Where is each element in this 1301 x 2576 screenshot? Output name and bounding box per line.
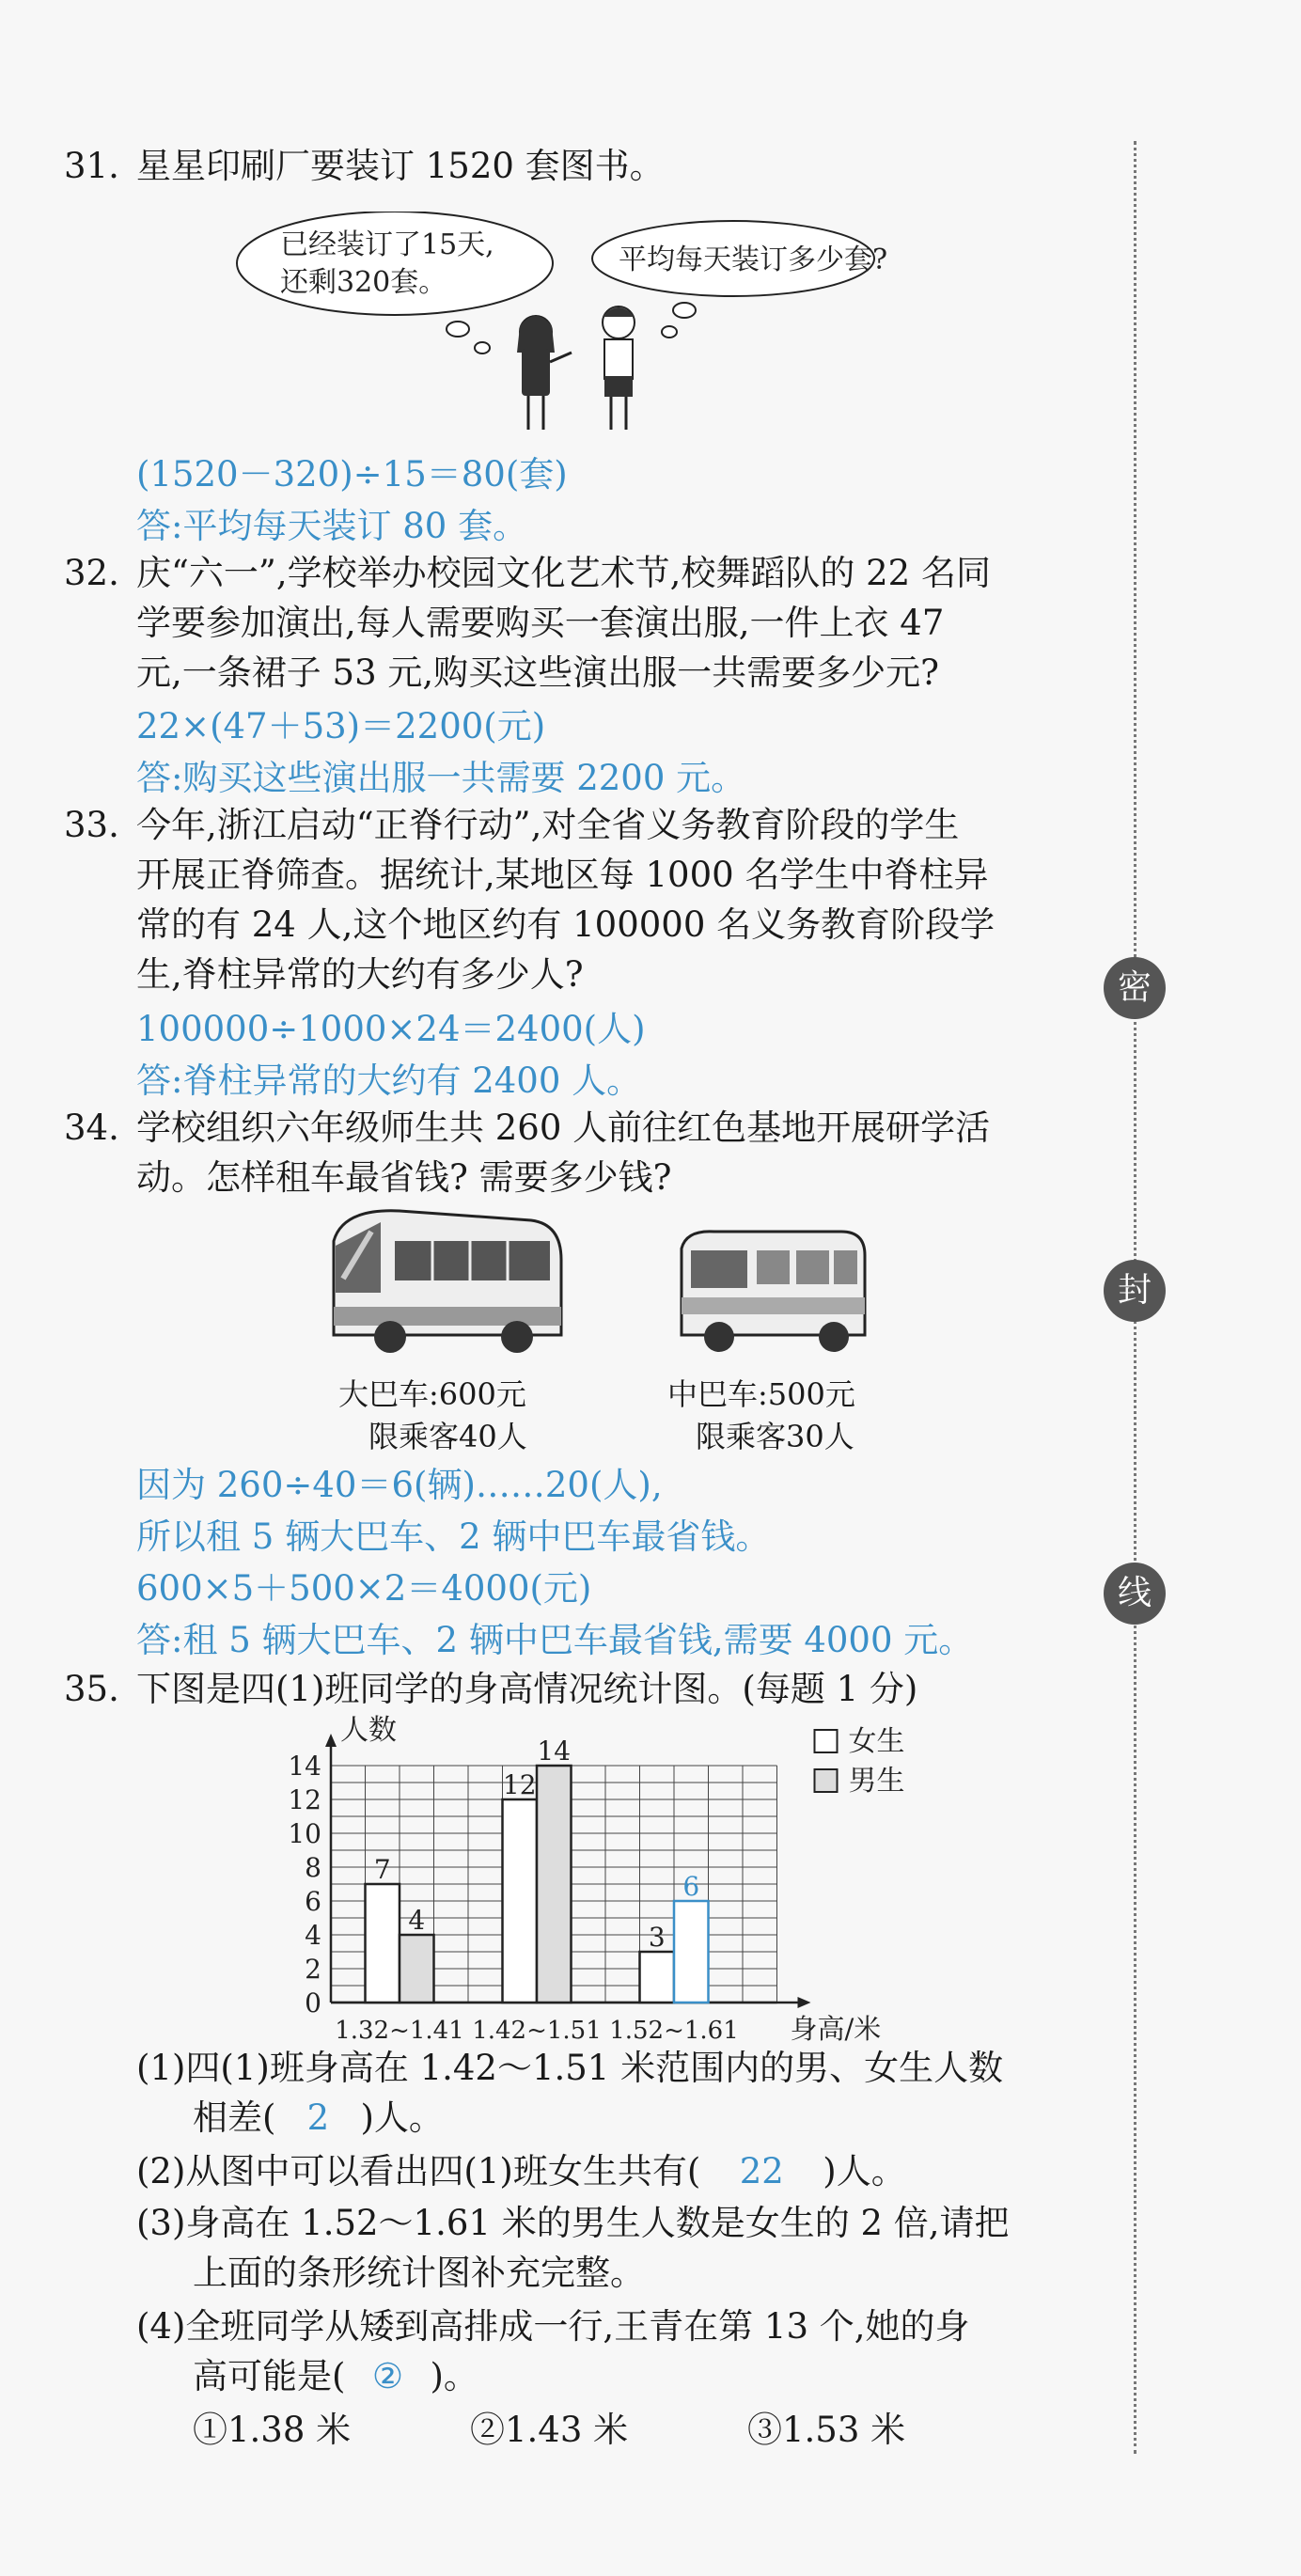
q35-sub2-answer: 22: [739, 2151, 784, 2191]
q35-sub3-line1: (3)身高在 1.52～1.61 米的男生人数是女生的 2 倍,请把: [136, 2203, 1010, 2243]
x-tick-label: 1.52~1.61: [609, 2017, 739, 2045]
q32-answer-equation: 22×(47＋53)＝2200(元): [136, 706, 546, 746]
q31-answer-text: 答:平均每天装订 80 套。: [136, 506, 528, 546]
seal-mark: 线: [1104, 1563, 1166, 1625]
q35-sub1-suffix: )人。: [360, 2097, 444, 2138]
bar-boys: [537, 1766, 572, 2003]
big-bus-capacity: 限乘客40人: [368, 1419, 527, 1454]
bar-boys: [674, 1901, 709, 2003]
bar-value-label: 4: [408, 1905, 426, 1936]
q34-bus-illustration: [315, 1203, 898, 1363]
legend-swatch: [815, 1730, 838, 1752]
q34-answer-line: 600×5＋500×2＝4000(元): [136, 1568, 592, 1609]
seal-mark: 密: [1104, 957, 1166, 1019]
q35-sub4-line2: [193, 2353, 478, 2400]
q34-answer-line: 因为 260÷40＝6(辆)……20(人),: [136, 1465, 663, 1505]
x-axis-arrow: [798, 1997, 811, 2008]
bar-girls: [366, 1884, 400, 2003]
y-tick-label: 14: [288, 1751, 321, 1782]
middle-bus-capacity: 限乘客30人: [696, 1419, 854, 1454]
bubble-right-text: 平均每天装订多少套?: [619, 243, 888, 276]
y-tick-label: 8: [305, 1852, 321, 1883]
x-axis-label: 身高/米: [790, 2013, 882, 2045]
q35-sub2-prefix: (2)从图中可以看出四(1)班女生共有(: [136, 2151, 701, 2191]
y-tick-label: 12: [288, 1784, 321, 1815]
q35-option-1: ①1.38 米: [193, 2410, 352, 2450]
bar-value-label: 6: [682, 1871, 700, 1902]
bubble-left-line1: 已经装订了15天,: [280, 228, 494, 261]
q32-line: 元,一条裙子 53 元,购买这些演出服一共需要多少元?: [136, 652, 939, 693]
q35-sub4-line1: (4)全班同学从矮到高排成一行,王青在第 13 个,她的身: [136, 2306, 970, 2347]
q35-sub4-suffix: )。: [430, 2356, 478, 2396]
y-tick-label: 2: [305, 1954, 321, 1985]
q32-line: 庆“六一”,学校举办校园文化艺术节,校舞蹈队的 22 名同: [136, 553, 991, 593]
q35-option-2: ②1.43 米: [470, 2410, 629, 2450]
q35-sub2-line: [136, 2148, 906, 2195]
bar-girls: [503, 1799, 538, 2003]
middle-bus-icon: [682, 1232, 865, 1352]
legend-label: 男生: [848, 1765, 905, 1798]
q33-line: 开展正脊筛查。据统计,某地区每 1000 名学生中脊柱异: [136, 855, 989, 895]
bar-value-label: 7: [373, 1854, 391, 1885]
q35-sub4-prefix: 高可能是(: [193, 2356, 346, 2396]
big-bus-icon: [334, 1211, 561, 1353]
q31-text: 星星印刷厂要装订 1520 套图书。: [136, 146, 665, 186]
y-axis-label: 人数: [340, 1714, 397, 1747]
q35-sub3-line2: 上面的条形统计图补充完整。: [193, 2253, 645, 2293]
q35-sub1-answer: 2: [306, 2097, 330, 2138]
y-axis-arrow: [325, 1734, 337, 1747]
bar-value-label: 12: [502, 1769, 537, 1800]
bar-girls: [640, 1952, 675, 2003]
legend-swatch: [815, 1769, 838, 1792]
height-bar-chart: [263, 1711, 921, 2050]
big-bus-price: 大巴车:600元: [338, 1376, 526, 1412]
y-tick-label: 0: [305, 1987, 321, 2018]
q34-number: 34.: [64, 1107, 119, 1148]
x-tick-label: 1.32~1.41: [335, 2017, 464, 2045]
q33-answer-equation: 100000÷1000×24＝2400(人): [136, 1009, 646, 1049]
q33-line: 生,脊柱异常的大约有多少人?: [136, 954, 584, 995]
y-tick-label: 6: [305, 1886, 321, 1917]
q35-text: 下图是四(1)班同学的身高情况统计图。(每题 1 分): [136, 1669, 918, 1709]
seal-mark: 封: [1104, 1260, 1166, 1322]
q35-number: 35.: [64, 1669, 119, 1709]
q31-answer-equation: (1520－320)÷15＝80(套): [136, 454, 568, 495]
q33-line: 常的有 24 人,这个地区约有 100000 名义务教育阶段学: [136, 904, 995, 945]
q32-answer-text: 答:购买这些演出服一共需要 2200 元。: [136, 758, 746, 798]
q33-answer-text: 答:脊柱异常的大约有 2400 人。: [136, 1060, 642, 1101]
middle-bus-price: 中巴车:500元: [667, 1376, 855, 1412]
q35-sub1-line2: [193, 2095, 444, 2142]
q32-line: 学要参加演出,每人需要购买一套演出服,一件上衣 47: [136, 603, 945, 643]
q32-number: 32.: [64, 553, 119, 593]
q31-number: 31.: [64, 146, 119, 186]
legend-label: 女生: [848, 1725, 905, 1758]
bar-boys: [400, 1935, 434, 2003]
q33-line: 今年,浙江启动“正脊行动”,对全省义务教育阶段的学生: [136, 805, 960, 845]
q35-sub4-answer: ②: [371, 2356, 404, 2396]
q31-illustration: [235, 212, 978, 456]
y-tick-label: 10: [288, 1818, 321, 1849]
y-tick-label: 4: [305, 1920, 321, 1951]
bar-value-label: 14: [537, 1736, 572, 1767]
q35-sub2-suffix: )人。: [823, 2151, 906, 2191]
q34-answer-line: 所以租 5 辆大巴车、2 辆中巴车最省钱。: [136, 1516, 771, 1557]
q33-number: 33.: [64, 805, 119, 845]
q35-option-3: ③1.53 米: [747, 2410, 906, 2450]
q34-line: 动。怎样租车最省钱? 需要多少钱?: [136, 1157, 672, 1198]
bar-value-label: 3: [648, 1922, 666, 1953]
x-tick-label: 1.42~1.51: [472, 2017, 602, 2045]
q34-line: 学校组织六年级师生共 260 人前往红色基地开展研学活: [136, 1107, 991, 1148]
q35-sub1-line1: (1)四(1)班身高在 1.42～1.51 米范围内的男、女生人数: [136, 2048, 1004, 2088]
q35-sub1-prefix: 相差(: [193, 2097, 276, 2138]
bubble-left-line2: 还剩320套。: [280, 266, 447, 299]
q34-answer-line: 答:租 5 辆大巴车、2 辆中巴车最省钱,需要 4000 元。: [136, 1620, 974, 1660]
